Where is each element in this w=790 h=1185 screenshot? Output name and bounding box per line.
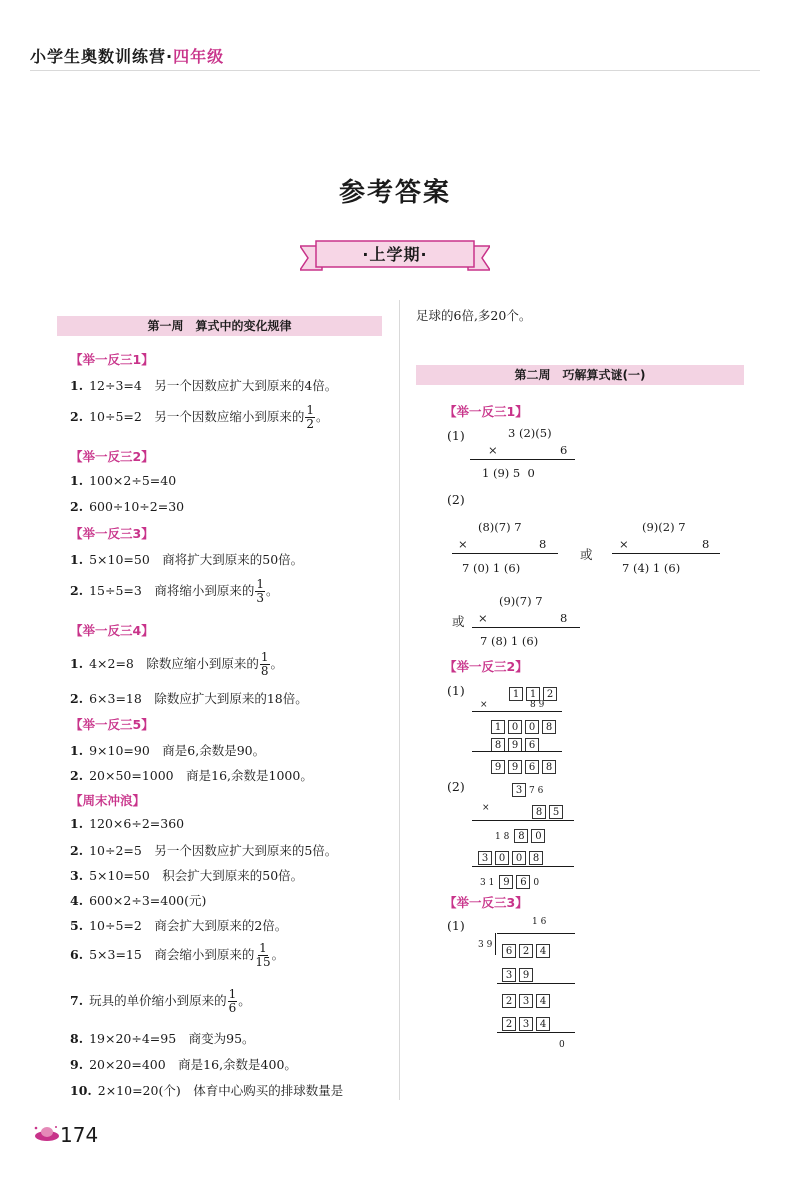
- digit-box: 2: [502, 1017, 516, 1031]
- digit-box: 6: [525, 738, 539, 752]
- digit-box: 9: [508, 760, 522, 774]
- divisor: 3 9: [478, 940, 493, 950]
- section-label: 【举一反三2】: [70, 449, 154, 464]
- remainder: 0: [559, 1040, 565, 1050]
- or-label: 或: [580, 547, 593, 562]
- digit-box: 8: [514, 829, 528, 843]
- part-label: (1): [447, 683, 465, 698]
- digit-box: 9: [508, 738, 522, 752]
- digit-box: 9: [499, 875, 513, 889]
- rule: [470, 459, 575, 460]
- mult-result: 7 (0) 1 (6): [462, 561, 521, 575]
- digit-box: 6: [516, 875, 530, 889]
- digits: 3 1: [480, 878, 495, 888]
- digit-box: 4: [536, 944, 550, 958]
- fraction: $\frac{1}{15}$: [255, 941, 271, 969]
- digit-box: 2: [519, 944, 533, 958]
- box-row: [478, 846, 546, 865]
- multiplier: 8: [702, 537, 710, 551]
- section-label: 【举一反三3】: [444, 895, 528, 910]
- box-row: [502, 939, 553, 958]
- digit-box: 0: [495, 851, 509, 865]
- digit-box: 2: [502, 994, 516, 1008]
- answer-line: 6. 5×3=15 商会缩小到原来的 $\frac{1}{15}$ 。: [70, 941, 285, 969]
- multiplier: 6: [560, 443, 568, 457]
- fraction: $\frac{1}{6}$: [228, 987, 237, 1015]
- week-bar-1: 第一周 算式中的变化规律: [57, 316, 382, 336]
- answer-line: 8. 19×20÷4=95 商变为95。: [70, 1031, 255, 1046]
- answer-line: 10. 2×10=20(个) 体育中心购买的排球数量是: [70, 1083, 344, 1098]
- digit-box: 0: [531, 829, 545, 843]
- header-divider: [30, 70, 760, 71]
- answer-line: 2. 6×3=18 除数应扩大到原来的18倍。: [70, 691, 308, 706]
- week-bar-2: 第二周 巧解算式谜(一): [416, 365, 744, 385]
- rule: [452, 553, 558, 554]
- rule: [497, 1032, 575, 1033]
- rule: [472, 627, 580, 628]
- answer-line: 1. 9×10=90 商是6,余数是90。: [70, 743, 266, 758]
- digit-box: 4: [536, 1017, 550, 1031]
- digit-box: 2: [543, 687, 557, 701]
- box-row: [491, 755, 559, 774]
- digit-box: 3: [519, 1017, 533, 1031]
- times-sign: ×: [480, 700, 488, 710]
- answer-line: 9. 20×20=400 商是16,余数是400。: [70, 1057, 297, 1072]
- digit-box: 9: [519, 968, 533, 982]
- division-bracket: [495, 933, 496, 955]
- digit-box: 8: [542, 720, 556, 734]
- box-row: [502, 1012, 553, 1031]
- times-sign: ×: [619, 537, 629, 551]
- digit-box: 8: [491, 738, 505, 752]
- digit-box: 8: [529, 851, 543, 865]
- box-row: [491, 715, 559, 734]
- digit-box: 5: [549, 805, 563, 819]
- times-sign: ×: [458, 537, 468, 551]
- section-label: 【举一反三3】: [70, 526, 154, 541]
- answer-line: 1. 100×2÷5=40: [70, 473, 177, 488]
- answer-line: 2. 10÷2=5 另一个因数应扩大到原来的5倍。: [70, 843, 338, 858]
- fraction: $\frac{1}{8}$: [260, 650, 269, 678]
- box-row: [502, 963, 536, 982]
- column-divider: [399, 300, 400, 1100]
- box-row: [495, 824, 548, 843]
- ufo-icon: [32, 1124, 60, 1144]
- mult-top: 3 (2)(5): [508, 426, 552, 440]
- section-label: 【举一反三1】: [444, 404, 528, 419]
- answer-line: 5. 10÷5=2 商会扩大到原来的2倍。: [70, 918, 288, 933]
- section-label: 【举一反三1】: [70, 352, 154, 367]
- series-title: 小学生奥数训练营·: [30, 47, 174, 66]
- fraction: $\frac{1}{3}$: [256, 577, 264, 605]
- digit-box: 3: [512, 783, 526, 797]
- mult-top: (8)(7) 7: [478, 520, 522, 534]
- multiplier: 8: [539, 537, 547, 551]
- answer-line: 4. 600×2÷3=400(元): [70, 893, 207, 908]
- digit-box: 3: [502, 968, 516, 982]
- part-label: (2): [447, 492, 465, 507]
- digit-box: 3: [519, 994, 533, 1008]
- rule: [472, 751, 562, 752]
- part-label: (1): [447, 918, 465, 933]
- digit-box: 8: [542, 760, 556, 774]
- digit-box: 1: [509, 687, 523, 701]
- mult-result: 7 (8) 1 (6): [480, 634, 539, 648]
- rule: [612, 553, 720, 554]
- digit-box: 1: [491, 720, 505, 734]
- answer-line: 7. 玩具的单价缩小到原来的 $\frac{1}{6}$ 。: [70, 987, 251, 1015]
- box-row: [532, 800, 566, 819]
- multiplier: 8 9: [530, 700, 545, 710]
- answer-line: 2. 10÷5=2 另一个因数应缩小到原来的 $\frac{1}{2}$ 。: [70, 403, 329, 431]
- digits: 1 8: [495, 832, 510, 842]
- ribbon-label: ·上学期·: [362, 245, 428, 264]
- division-bar: [497, 933, 575, 934]
- digits: 0: [533, 878, 540, 888]
- section-label: 【周末冲浪】: [70, 793, 146, 808]
- part-label: (1): [447, 428, 465, 443]
- digit-box: 1: [526, 687, 540, 701]
- answer-line: 2. 20×50=1000 商是16,余数是1000。: [70, 768, 313, 783]
- digit-box: 8: [532, 805, 546, 819]
- rule: [472, 820, 574, 821]
- answer-line: 3. 5×10=50 积会扩大到原来的50倍。: [70, 868, 304, 883]
- page-number: 174: [60, 1123, 99, 1147]
- digit-box: 4: [536, 994, 550, 1008]
- fraction: $\frac{1}{2}$: [306, 403, 314, 431]
- box-row: [491, 733, 542, 752]
- box-row: [480, 870, 539, 889]
- digits: 7 6: [529, 786, 544, 796]
- digit-box: 9: [491, 760, 505, 774]
- digit-box: 0: [508, 720, 522, 734]
- answer-line: 1. 4×2=8 除数应缩小到原来的 $\frac{1}{8}$ 。: [70, 650, 284, 678]
- section-label: 【举一反三4】: [70, 623, 154, 638]
- part-label: (2): [447, 779, 465, 794]
- or-label: 或: [452, 614, 465, 629]
- grade-label: 四年级: [173, 47, 225, 66]
- rule: [497, 983, 575, 984]
- box-row: [509, 682, 560, 701]
- digit-box: 6: [525, 760, 539, 774]
- digit-box: 3: [478, 851, 492, 865]
- digit-box: 0: [525, 720, 539, 734]
- mult-top: (9)(2) 7: [642, 520, 686, 534]
- answer-line: 2. 15÷5=3 商将缩小到原来的 $\frac{1}{3}$ 。: [70, 577, 279, 605]
- answer-line: 1. 12÷3=4 另一个因数应扩大到原来的4倍。: [70, 378, 338, 393]
- mult-result: 7 (4) 1 (6): [622, 561, 681, 575]
- answer-line: 2. 600÷10÷2=30: [70, 499, 185, 514]
- book-title: [30, 44, 224, 67]
- mult-result: 1 (9) 5 0: [482, 466, 535, 480]
- quotient: 1 6: [532, 917, 547, 927]
- continued-text: 足球的6倍,多20个。: [416, 308, 532, 323]
- digit-box: 6: [502, 944, 516, 958]
- section-label: 【举一反三5】: [70, 717, 154, 732]
- box-row: [512, 778, 543, 797]
- answer-line: 1. 5×10=50 商将扩大到原来的50倍。: [70, 552, 304, 567]
- mult-top: (9)(7) 7: [499, 594, 543, 608]
- multiplier: 8: [560, 611, 568, 625]
- times-sign: ×: [488, 443, 498, 457]
- digit-box: 0: [512, 851, 526, 865]
- times-sign: ×: [478, 611, 488, 625]
- page-title: 参考答案: [338, 178, 451, 208]
- section-label: 【举一反三2】: [444, 659, 528, 674]
- box-row: [502, 989, 553, 1008]
- answer-line: 1. 120×6÷2=360: [70, 816, 185, 831]
- rule: [472, 711, 562, 712]
- rule: [472, 866, 574, 867]
- times-sign: ×: [482, 803, 490, 813]
